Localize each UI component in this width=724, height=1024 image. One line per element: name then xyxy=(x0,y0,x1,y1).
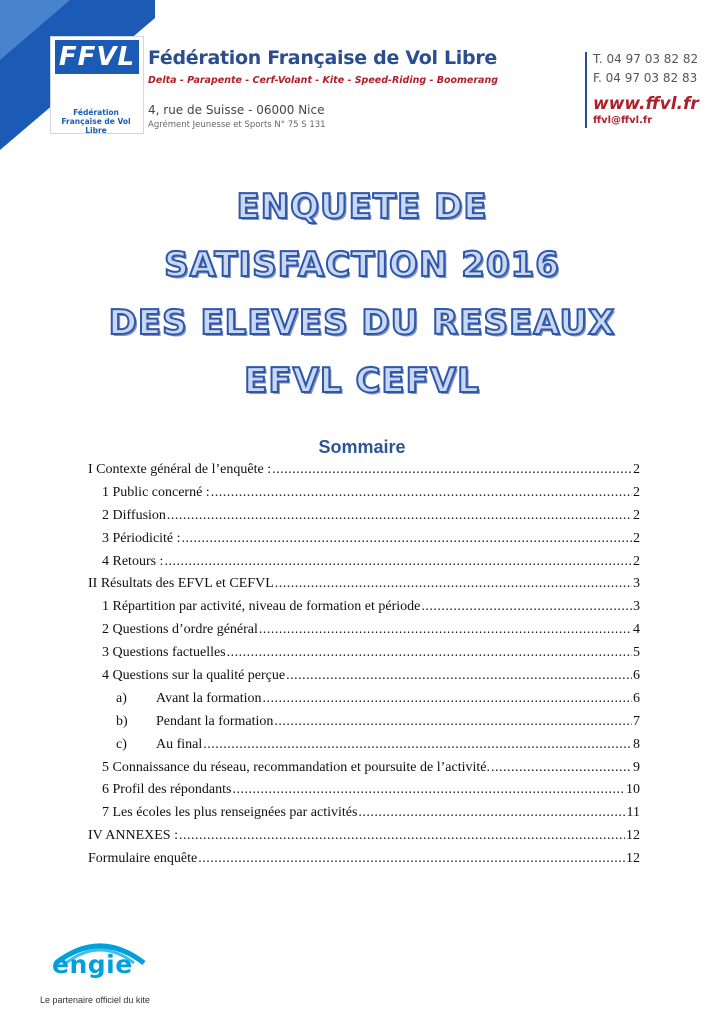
toc-entry-text: 6 Profil des répondants xyxy=(102,782,232,798)
toc-entry-label xyxy=(102,554,163,570)
toc-entry[interactable] xyxy=(88,508,640,531)
toc-entry[interactable] xyxy=(88,576,640,599)
toc-leader-dots xyxy=(358,805,625,821)
toc-entry-text: Avant la formation xyxy=(156,690,262,706)
toc-entry-page: 6 xyxy=(633,690,640,706)
toc-leader-dots xyxy=(198,851,625,867)
contact-fax: F. 04 97 03 82 83 xyxy=(593,71,698,85)
toc-leader-dots xyxy=(232,782,625,798)
toc-entry-text: Au final xyxy=(156,736,203,752)
toc-leader-dots xyxy=(167,508,632,524)
toc-entry-page: 3 xyxy=(633,599,640,615)
toc-entry[interactable] xyxy=(88,782,640,805)
toc-entry-label xyxy=(88,462,271,478)
table-of-contents xyxy=(88,462,640,874)
toc-entry[interactable] xyxy=(88,828,640,851)
toc-entry[interactable] xyxy=(88,554,640,577)
toc-entry-text: 2 Questions d’ordre général xyxy=(102,622,258,638)
contact-website-link[interactable]: www.ffvl.fr xyxy=(593,94,699,114)
toc-entry-label xyxy=(88,851,197,867)
toc-entry[interactable] xyxy=(88,485,640,508)
toc-entry-page: 12 xyxy=(626,828,640,844)
toc-entry-page: 8 xyxy=(633,736,640,752)
title-line: DES ELEVES DU RESEAUX xyxy=(108,303,616,343)
toc-leader-dots xyxy=(211,485,632,501)
toc-entry-page: 2 xyxy=(633,484,640,500)
org-agrement: Agrément Jeunesse et Sports N° 75 S 131 xyxy=(148,120,326,130)
toc-entry-page: 12 xyxy=(626,851,640,867)
toc-entry[interactable] xyxy=(88,531,640,554)
toc-entry-page: 5 xyxy=(633,645,640,661)
toc-entry-text: 7 Les écoles les plus renseignées par activités xyxy=(102,805,358,821)
toc-entry[interactable] xyxy=(88,760,640,783)
toc-entry[interactable] xyxy=(88,645,640,668)
toc-leader-dots xyxy=(275,576,632,592)
toc-entry[interactable] xyxy=(88,462,640,485)
toc-entry-label xyxy=(102,668,285,684)
toc-entry-page: 11 xyxy=(626,805,640,821)
toc-entry-label xyxy=(102,645,226,661)
toc-entry-text: IV ANNEXES : xyxy=(88,828,178,844)
contact-email-link[interactable]: ffvl@ffvl.fr xyxy=(593,115,653,126)
toc-entry[interactable] xyxy=(88,851,640,874)
toc-entry-text: II Résultats des EFVL et CEFVL xyxy=(88,576,274,592)
toc-leader-dots xyxy=(286,668,632,684)
toc-entry[interactable] xyxy=(88,668,640,691)
toc-entry-label xyxy=(116,714,273,730)
org-address: 4, rue de Suisse - 06000 Nice xyxy=(148,103,325,117)
toc-entry-text: 5 Connaissance du réseau, recommandation et poursuite de l’activité. xyxy=(102,759,490,775)
toc-entry-label xyxy=(102,782,231,798)
toc-entry-label xyxy=(102,599,420,615)
toc-entry-label xyxy=(102,531,181,547)
ffvl-logo-subtext: Fédération Française de Vol Libre xyxy=(61,108,131,135)
org-name: Fédération Française de Vol Libre xyxy=(148,47,497,69)
toc-entry[interactable] xyxy=(88,805,640,828)
title-line: EFVL CEFVL xyxy=(244,361,480,401)
toc-entry-text: 4 Retours : xyxy=(102,553,164,569)
toc-leader-dots xyxy=(164,554,632,570)
toc-entry-page: 2 xyxy=(633,553,640,569)
toc-entry-text: 1 Public concerné : xyxy=(102,484,210,500)
document-title xyxy=(0,178,724,410)
toc-entry[interactable] xyxy=(88,622,640,645)
toc-leader-dots xyxy=(263,691,633,707)
toc-entry-page: 2 xyxy=(633,507,640,523)
toc-leader-dots xyxy=(259,622,632,638)
toc-entry-letter: a) xyxy=(116,690,127,706)
toc-entry-label xyxy=(88,828,178,844)
toc-entry-text: I Contexte général de l’enquête : xyxy=(88,462,272,477)
toc-entry-label xyxy=(116,737,202,753)
toc-entry[interactable] xyxy=(88,691,640,714)
toc-leader-dots xyxy=(182,531,632,547)
toc-entry-letter: b) xyxy=(116,713,128,729)
toc-entry-text: 2 Diffusion xyxy=(102,507,166,523)
engie-logo: engie xyxy=(52,950,133,979)
title-line: SATISFACTION 2016 xyxy=(164,245,560,285)
toc-entry-label xyxy=(102,760,490,776)
toc-entry-label xyxy=(88,576,274,592)
toc-leader-dots xyxy=(272,462,632,478)
toc-entry-text: 4 Questions sur la qualité perçue xyxy=(102,668,286,684)
toc-entry[interactable] xyxy=(88,714,640,737)
toc-entry-label xyxy=(102,485,210,501)
toc-entry-page: 3 xyxy=(633,576,640,592)
ffvl-logo-text: FFVL xyxy=(55,40,139,74)
toc-entry-page: 2 xyxy=(633,530,640,546)
contact-phone: T. 04 97 03 82 82 xyxy=(593,52,699,66)
toc-entry-text: Pendant la formation xyxy=(156,713,274,729)
toc-entry-text: Formulaire enquête xyxy=(88,851,198,867)
title-line: ENQUETE DE xyxy=(236,187,488,227)
toc-entry-label xyxy=(102,805,357,821)
toc-entry-page: 4 xyxy=(633,622,640,638)
toc-leader-dots xyxy=(227,645,632,661)
toc-entry-text: 3 Périodicité : xyxy=(102,530,181,546)
toc-leader-dots xyxy=(421,599,632,615)
toc-entry-label xyxy=(116,691,262,707)
toc-entry-text: 1 Répartition par activité, niveau de formation et période xyxy=(102,599,421,615)
org-tagline: Delta - Parapente - Cerf-Volant - Kite - Speed-Riding - Boomerang xyxy=(148,75,499,86)
toc-entry-page: 10 xyxy=(626,782,640,798)
toc-entry-label xyxy=(102,622,258,638)
toc-entry-label xyxy=(102,508,166,524)
toc-entry-page: 7 xyxy=(633,713,640,729)
toc-entry-page: 6 xyxy=(633,668,640,684)
toc-entry-page: 2 xyxy=(633,462,640,477)
toc-leader-dots xyxy=(179,828,625,844)
toc-entry-letter: c) xyxy=(116,736,127,752)
contact-divider xyxy=(585,52,587,128)
toc-leader-dots xyxy=(491,760,632,776)
toc-entry-page: 9 xyxy=(633,759,640,775)
toc-entry[interactable] xyxy=(88,599,640,622)
toc-entry[interactable] xyxy=(88,737,640,760)
toc-leader-dots xyxy=(203,737,632,753)
toc-leader-dots xyxy=(274,714,632,730)
engie-tagline: Le partenaire officiel du kite xyxy=(40,995,150,1005)
toc-entry-text: 3 Questions factuelles xyxy=(102,645,226,661)
toc-heading: Sommaire xyxy=(318,437,406,457)
